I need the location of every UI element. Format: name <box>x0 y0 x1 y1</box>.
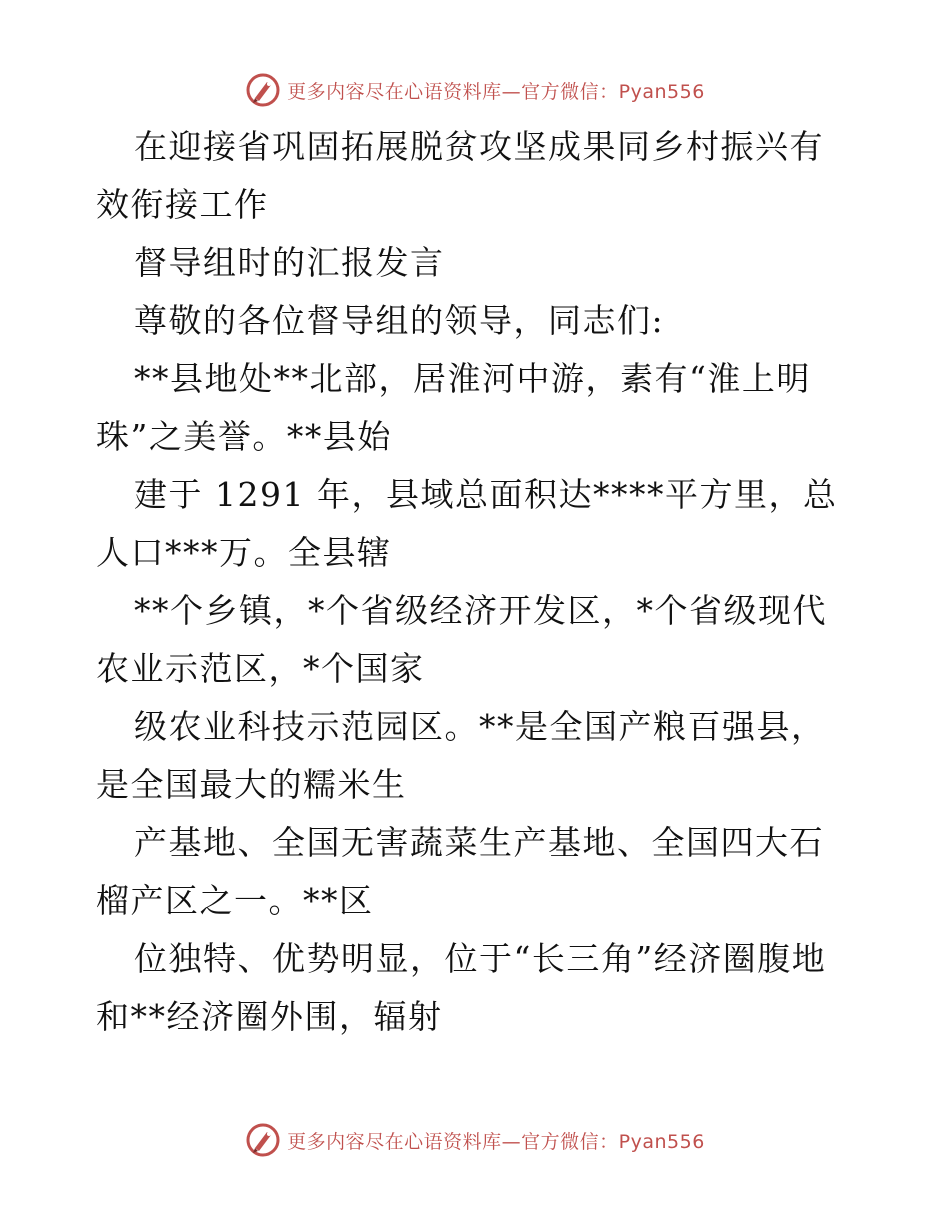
pen-circle-logo-icon <box>245 72 281 108</box>
watermark-text: 更多内容尽在心语资料库—官方微信：Pyan556 <box>287 1130 705 1153</box>
paragraph: **个乡镇，*个省级经济开发区，*个省级现代农业示范区，*个国家 <box>96 591 827 688</box>
paragraph: 位独特、优势明显，位于“长三角”经济圈腹地和**经济圈外围，辐射 <box>96 939 827 1036</box>
document-body <box>96 118 856 1046</box>
paragraph: 建于 1291 年，县域总面积达****平方里，总人口***万。全县辖 <box>96 475 838 572</box>
watermark-text: 更多内容尽在心语资料库—官方微信：Pyan556 <box>287 80 705 103</box>
pen-circle-logo-icon <box>245 1122 281 1158</box>
paragraph: 督导组时的汇报发言 <box>134 243 445 282</box>
paragraph: 产基地、全国无害蔬菜生产基地、全国四大石榴产区之一。**区 <box>96 823 824 920</box>
paragraph: 尊敬的各位督导组的领导，同志们: <box>134 301 665 340</box>
paragraph: **县地处**北部，居淮河中游，素有“淮上明珠”之美誉。**县始 <box>96 359 811 456</box>
paragraph: 在迎接省巩固拓展脱贫攻坚成果同乡村振兴有效衔接工作 <box>96 127 824 224</box>
watermark-header <box>0 70 950 110</box>
paragraph: 级农业科技示范园区。**是全国产粮百强县，是全国最大的糯米生 <box>96 707 826 804</box>
watermark-footer <box>0 1120 950 1160</box>
